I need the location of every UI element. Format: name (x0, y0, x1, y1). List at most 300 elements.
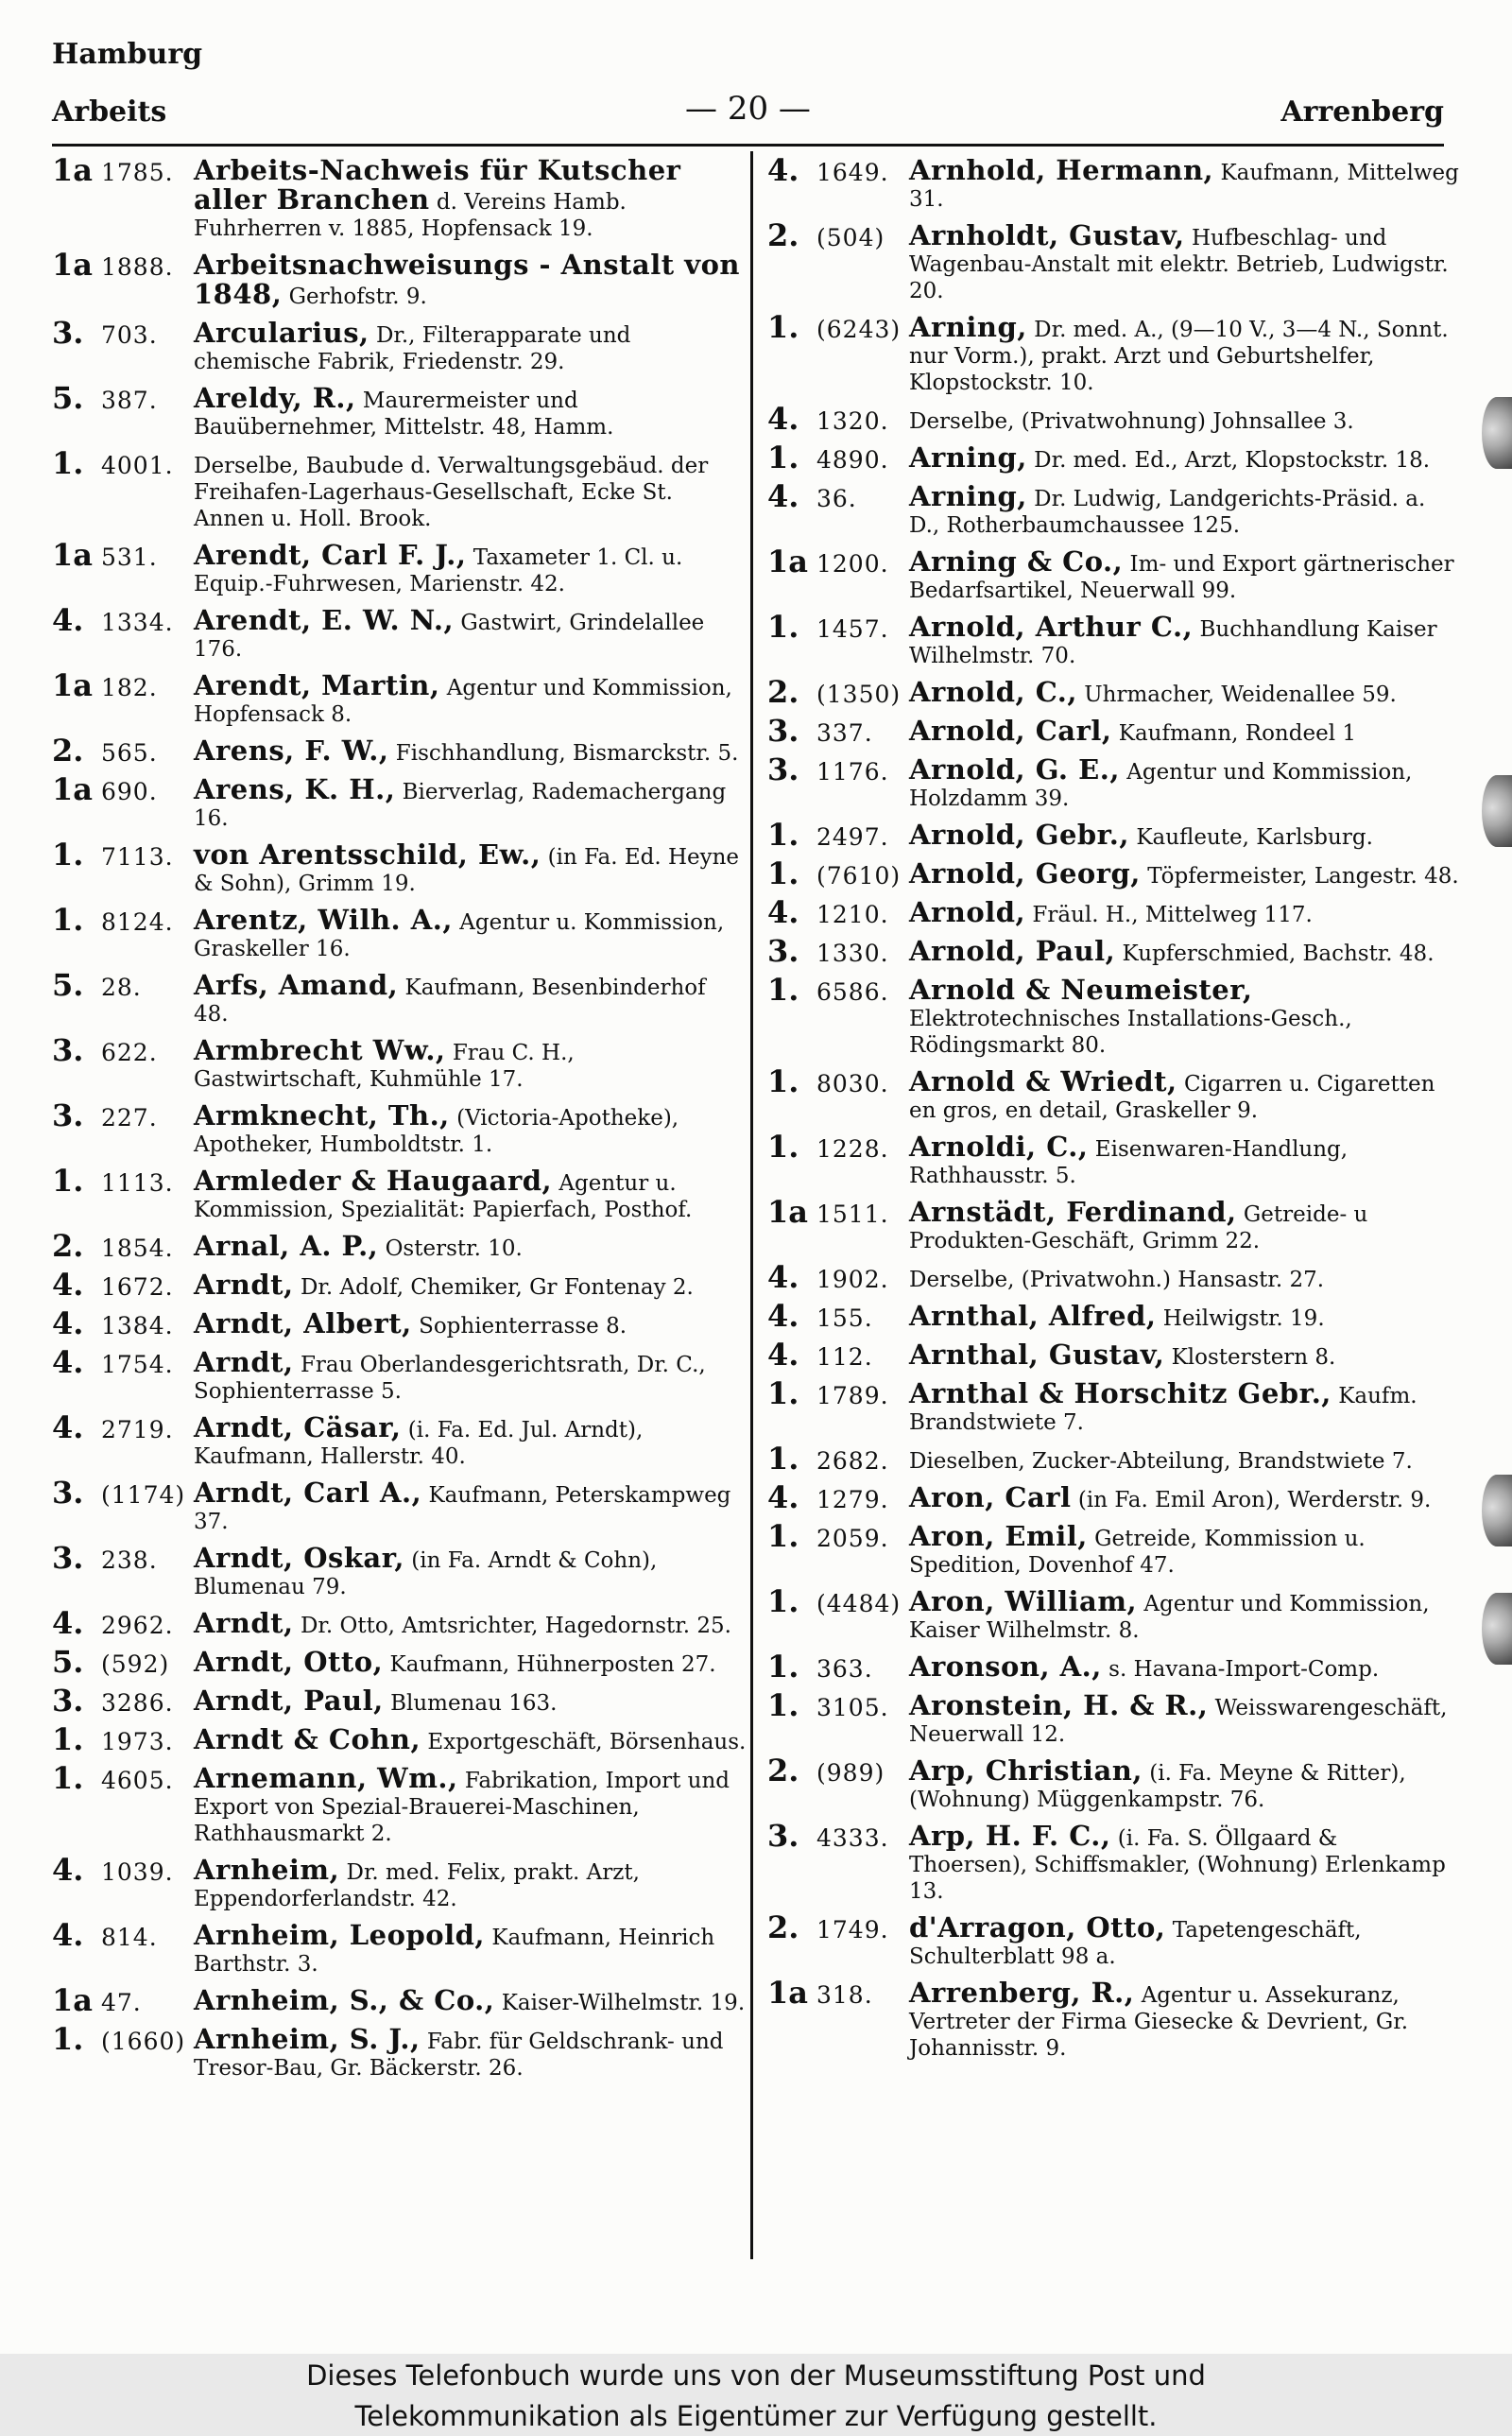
entry-details: Fabr. für Geldschrank- und Tresor-Bau, Gr. Bäckerstr. 26. (194, 2030, 724, 2081)
exchange-zone: 2. (767, 217, 799, 253)
phone-number: 3105. (816, 1694, 889, 1721)
directory-entry (767, 855, 1460, 891)
directory-entry (767, 609, 1460, 669)
entry-details: Tapetengeschäft, Schulterblatt 98 a. (909, 1918, 1362, 1969)
entry-name: Arndt, Albert, (194, 1307, 412, 1339)
entry-details: Kaiser-Wilhelmstr. 19. (501, 1991, 746, 2015)
entry-details: Dr. Adolf, Chemiker, Gr Fontenay 2. (300, 1275, 694, 1300)
exchange-zone: 5. (52, 967, 84, 1003)
entry-phone (767, 1298, 909, 1334)
exchange-zone: 3. (52, 1540, 84, 1576)
entry-phone (767, 152, 909, 188)
directory-entry (52, 152, 747, 242)
entry-phone (767, 933, 909, 969)
phone-number: 1749. (816, 1916, 889, 1944)
entry-details: Agentur und Kommission, Kaiser Wilhelmstr. 8. (909, 1592, 1430, 1643)
entry-details: Blumenau 163. (390, 1691, 558, 1716)
entry-details: Kaufmann, Heinrich Barthstr. 3. (194, 1926, 715, 1977)
entry-details: Kaufmann, Mittelweg 31. (909, 161, 1459, 212)
entry-name: Arentz, Wilh. A., (194, 904, 453, 936)
directory-entry (52, 1721, 747, 1757)
footer-line-2: Telekommunikation als Eigentümer zur Verfügung gestellt. (354, 2400, 1158, 2432)
directory-entry (767, 1298, 1460, 1334)
entry-phone (767, 1583, 909, 1619)
phone-number: 1279. (816, 1486, 889, 1513)
exchange-zone: 1a (52, 771, 93, 807)
entry-details: Dr. med. Ed., Arzt, Klopstockstr. 18. (1034, 448, 1431, 473)
entry-details: Kaufmann, Rondeel 1 (1118, 721, 1356, 746)
entry-name: Arndt, Carl A., (194, 1477, 422, 1509)
directory-entry (767, 1975, 1460, 2062)
phone-number: 1334. (101, 609, 174, 636)
directory-entry (52, 667, 747, 728)
entry-details: (in Fa. Arndt & Cohn), Blumenau 79. (194, 1548, 658, 1599)
entry-phone (52, 967, 194, 1003)
phone-number: 363. (816, 1655, 873, 1683)
exchange-zone: 1. (767, 1687, 799, 1723)
entry-name: Arning, (909, 480, 1027, 512)
directory-entry (767, 1818, 1460, 1905)
exchange-zone: 3. (767, 713, 799, 749)
entry-phone (52, 1163, 194, 1199)
phone-number: 1210. (816, 901, 889, 928)
exchange-zone: 1. (52, 1721, 84, 1757)
entry-phone (767, 1375, 909, 1411)
directory-entry (52, 1683, 747, 1719)
directory-entry (52, 1344, 747, 1405)
entry-phone (52, 1683, 194, 1719)
entry-phone (52, 667, 194, 703)
binding-ring-icon (1482, 397, 1512, 469)
entry-name: Arndt, (194, 1346, 294, 1378)
directory-entry (767, 401, 1460, 437)
directory-entry (767, 1375, 1460, 1436)
entry-details: Heilwigstr. 19. (1162, 1306, 1325, 1331)
phone-number: (504) (816, 224, 885, 251)
exchange-zone: 1a (767, 1194, 808, 1230)
phone-number: 155. (816, 1304, 873, 1332)
phone-number: 1789. (816, 1382, 889, 1409)
entry-details: Osterstr. 10. (385, 1236, 523, 1261)
entry-name: Arndt, (194, 1269, 294, 1301)
phone-number: 1039. (101, 1858, 174, 1886)
exchange-zone: 3. (52, 1475, 84, 1511)
entry-phone (767, 609, 909, 645)
phone-number: 1511. (816, 1201, 889, 1228)
exchange-zone: 1. (767, 1583, 799, 1619)
phone-number: 6586. (816, 978, 889, 1006)
entry-phone (52, 315, 194, 351)
entry-name: Arnold, Arthur C., (909, 611, 1194, 643)
phone-number: (1660) (101, 2028, 186, 2055)
exchange-zone: 1. (767, 1375, 799, 1411)
exchange-zone: 1a (52, 152, 93, 188)
phone-number: 4605. (101, 1767, 174, 1794)
directory-entry (52, 733, 747, 769)
entry-details: Buchhandlung Kaiser Wilhelmstr. 70. (909, 617, 1437, 668)
directory-entry (52, 1605, 747, 1641)
phone-number: 387. (101, 387, 158, 414)
entry-phone (767, 1337, 909, 1373)
exchange-zone: 1. (767, 1518, 799, 1554)
entry-details: Im- und Export gärtnerischer Bedarfsartikel, Neuerwall 99. (909, 552, 1454, 603)
entry-details: Elektrotechnisches Installations-Gesch., Rödingsmarkt 80. (909, 1007, 1352, 1058)
entry-name: Armbrecht Ww., (194, 1034, 446, 1066)
phone-number: 2497. (816, 823, 889, 851)
entry-name: Arnold, Gebr., (909, 819, 1129, 851)
entry-name: Arning, (909, 311, 1027, 343)
directory-entry (52, 1409, 747, 1470)
exchange-zone: 3. (52, 1097, 84, 1133)
entry-details: Kupferschmied, Bachstr. 48. (1122, 942, 1435, 966)
entry-phone (52, 837, 194, 872)
entry-details: Gastwirt, Grindelallee 176. (194, 611, 705, 662)
binding-ring-icon (1482, 1475, 1512, 1546)
entry-details: Kaufm. Brandstwiete 7. (909, 1384, 1418, 1435)
entry-name: von Arentsschild, Ew., (194, 838, 541, 871)
entry-name: Arnold, Georg, (909, 857, 1141, 890)
directory-entry (52, 837, 747, 897)
phone-number: 337. (816, 719, 873, 747)
entry-phone (767, 1687, 909, 1723)
directory-entry (767, 152, 1460, 213)
entry-name: Arnthal & Horschitz Gebr., (909, 1377, 1332, 1409)
entry-name: Arfs, Amand, (194, 969, 399, 1001)
entry-phone (52, 1409, 194, 1445)
entry-details: Kaufmann, Besenbinderhof 48. (194, 976, 706, 1027)
entry-details: Maurermeister und Bauübernehmer, Mittelstr. 48, Hamm. (194, 389, 614, 440)
directory-entry (52, 2021, 747, 2082)
exchange-zone: 4. (767, 1298, 799, 1334)
directory-entry (767, 309, 1460, 396)
exchange-zone: 1. (52, 1163, 84, 1199)
entry-name: Arnold, Carl, (909, 715, 1112, 747)
phone-number: 1649. (816, 159, 889, 186)
directory-entry (52, 1228, 747, 1264)
header-rule (52, 144, 1444, 147)
phone-number: (4484) (816, 1590, 902, 1617)
entry-phone (52, 1540, 194, 1576)
exchange-zone: 2. (767, 1753, 799, 1788)
directory-entry (767, 1129, 1460, 1189)
entry-name: Arndt, Oskar, (194, 1542, 404, 1574)
entry-name: Arbeits-Nachweis für Kutscher aller Branchen (194, 154, 681, 216)
entry-name: Arnholdt, Gustav, (909, 219, 1185, 251)
entry-phone (52, 1982, 194, 2018)
exchange-zone: 1. (52, 445, 84, 481)
entry-phone (767, 713, 909, 749)
entry-details: Agentur und Kommission, Holzdamm 39. (909, 760, 1413, 811)
entry-phone (767, 1753, 909, 1788)
entry-details: Fabrikation, Import und Export von Spezial-Brauerei-Maschinen, Rathhausmarkt 2. (194, 1769, 730, 1846)
exchange-zone: 2. (767, 1909, 799, 1945)
directory-entry (767, 674, 1460, 710)
entry-details: (i. Fa. S. Öllgaard & Thoersen), Schiffsmakler, (Wohnung) Erlenkamp 13. (909, 1826, 1446, 1904)
entry-phone (52, 1267, 194, 1303)
entry-phone (767, 1063, 909, 1099)
entry-phone (767, 544, 909, 579)
entry-phone (767, 972, 909, 1008)
phone-number: 7113. (101, 843, 174, 871)
entry-phone (52, 445, 194, 481)
entry-phone (767, 674, 909, 710)
directory-entry (767, 1194, 1460, 1254)
entry-name: Arrenberg, R., (909, 1977, 1135, 2009)
directory-entry (52, 967, 747, 1028)
phone-number: 1320. (816, 407, 889, 435)
exchange-zone: 1. (767, 1649, 799, 1684)
entry-details: Dr. Ludwig, Landgerichts-Präsid. a. D., Rotherbaumchaussee 125. (909, 487, 1426, 538)
exchange-zone: 4. (52, 1344, 84, 1380)
entry-details: Klosterstern 8. (1171, 1345, 1336, 1370)
exchange-zone: 4. (52, 1852, 84, 1888)
header-city: Hamburg (52, 38, 203, 71)
phone-number: 1902. (816, 1266, 889, 1293)
entry-phone (767, 1649, 909, 1684)
entry-phone (767, 1909, 909, 1945)
header-row (52, 90, 1444, 137)
directory-entry (767, 1337, 1460, 1373)
exchange-zone: 1. (52, 837, 84, 872)
right-column (767, 152, 1460, 2062)
directory-entry (52, 315, 747, 375)
phone-number: (989) (816, 1759, 885, 1787)
phone-number: (1350) (816, 681, 902, 708)
directory-entry (52, 380, 747, 441)
entry-details: Agentur u. Kommission, Spezialität: Papierfach, Posthof. (194, 1171, 693, 1222)
phone-number: 1854. (101, 1235, 174, 1262)
exchange-zone: 1. (52, 1760, 84, 1796)
entry-name: Arnstädt, Ferdinand, (909, 1196, 1237, 1228)
entry-name: Arndt, (194, 1607, 294, 1639)
entry-details: Agentur und Kommission, Hopfensack 8. (194, 676, 732, 727)
exchange-zone: 3. (52, 315, 84, 351)
entry-phone (52, 602, 194, 638)
phone-number: 238. (101, 1546, 158, 1574)
entry-name: Aron, Emil, (909, 1520, 1088, 1552)
exchange-zone: 4. (52, 1305, 84, 1341)
phone-number: 565. (101, 739, 158, 767)
exchange-zone: 1. (52, 902, 84, 938)
entry-phone (767, 1975, 909, 2011)
exchange-zone: 1. (767, 817, 799, 853)
entry-name: Aron, William, (909, 1585, 1138, 1617)
entry-name: Arens, K. H., (194, 773, 396, 805)
phone-number: 8124. (101, 908, 174, 936)
directory-entry (767, 752, 1460, 812)
entry-name: Arnheim, S., & Co., (194, 1984, 495, 2016)
entry-name: Aron, Carl (909, 1481, 1072, 1513)
entry-phone (767, 894, 909, 930)
phone-number: 622. (101, 1039, 158, 1066)
entry-details: Eisenwaren-Handlung, Rathhausstr. 5. (909, 1137, 1349, 1188)
entry-name: Arnold, (909, 896, 1026, 928)
entry-details: (Victoria-Apotheke), Apotheker, Humboldtstr. 1. (194, 1106, 679, 1157)
phone-number: 318. (816, 1981, 873, 2009)
entry-phone (767, 1518, 909, 1554)
phone-number: 4890. (816, 446, 889, 474)
phone-number: 4001. (101, 452, 174, 479)
entry-name: Armknecht, Th., (194, 1099, 450, 1132)
entry-phone (767, 817, 909, 853)
exchange-zone: 1a (767, 544, 808, 579)
phone-number: 2682. (816, 1447, 889, 1475)
entry-details: Uhrmacher, Weidenallee 59. (1084, 682, 1397, 707)
entry-details: Getreide- u Produkten-Geschäft, Grimm 22. (909, 1202, 1368, 1253)
entry-name: Arning & Co., (909, 545, 1124, 578)
entry-name: Arp, H. F. C., (909, 1820, 1111, 1852)
directory-entry (767, 894, 1460, 930)
phone-number: 703. (101, 321, 158, 349)
directory-entry (767, 1259, 1460, 1295)
exchange-zone: 1a (52, 1982, 93, 2018)
phone-number: 112. (816, 1343, 873, 1371)
phone-number: 2059. (816, 1525, 889, 1552)
entry-details: (in Fa. Emil Aron), Werderstr. 9. (1077, 1488, 1432, 1512)
entry-name: Arnal, A. P., (194, 1230, 379, 1262)
phone-number: 690. (101, 778, 158, 805)
phone-number: 1672. (101, 1273, 174, 1301)
phone-number: 47. (101, 1989, 142, 2016)
directory-entry (767, 1441, 1460, 1477)
entry-phone (767, 1441, 909, 1477)
entry-details: Fischhandlung, Bismarckstr. 5. (395, 741, 739, 766)
entry-phone (52, 1475, 194, 1511)
entry-name: Aronson, A., (909, 1650, 1102, 1683)
entry-phone (767, 217, 909, 253)
entry-name: Arnemann, Wm., (194, 1762, 458, 1794)
entry-name: d'Arragon, Otto, (909, 1911, 1166, 1944)
entry-phone (767, 1259, 909, 1295)
entry-phone (52, 1097, 194, 1133)
exchange-zone: 2. (52, 733, 84, 769)
entry-details: Dr. Otto, Amtsrichter, Hagedornstr. 25. (300, 1614, 731, 1638)
exchange-zone: 4. (52, 602, 84, 638)
directory-entry (52, 247, 747, 310)
exchange-zone: 4. (767, 152, 799, 188)
entry-details: Dieselben, Zucker-Abteilung, Brandstwiete 7. (909, 1449, 1413, 1474)
entry-details: Frau C. H., Gastwirtschaft, Kuhmühle 17. (194, 1041, 575, 1092)
exchange-zone: 1. (767, 309, 799, 345)
entry-details: Agentur u. Kommission, Graskeller 16. (194, 910, 725, 961)
exchange-zone: 1a (52, 247, 93, 283)
directory-entry (52, 602, 747, 663)
entry-phone (52, 152, 194, 188)
directory-entry (52, 1982, 747, 2018)
directory-entry (767, 217, 1460, 304)
entry-details: Gerhofstr. 9. (288, 285, 427, 309)
directory-entry (52, 1163, 747, 1223)
binding-ring-icon (1482, 775, 1512, 847)
entry-name: Arcularius, (194, 317, 369, 349)
entry-details: Kaufmann, Peterskampweg 37. (194, 1483, 731, 1534)
entry-details: Cigarren u. Cigaretten en gros, en detail, Graskeller 9. (909, 1072, 1435, 1123)
entry-name: Arbeitsnachweisungs - Anstalt von 1848, (194, 249, 741, 310)
entry-phone (52, 247, 194, 283)
exchange-zone: 4. (767, 894, 799, 930)
phone-number: (1174) (101, 1481, 186, 1509)
directory-entry (52, 1852, 747, 1912)
phone-number: 814. (101, 1924, 158, 1951)
entry-name: Areldy, R., (194, 382, 356, 414)
header-right-keyword: Arrenberg (1280, 95, 1444, 129)
entry-name: Arndt & Cohn, (194, 1723, 421, 1755)
phone-number: 531. (101, 544, 158, 571)
entry-phone (52, 2021, 194, 2057)
entry-phone (767, 440, 909, 475)
exchange-zone: 1. (767, 1129, 799, 1165)
directory-entry (767, 1753, 1460, 1813)
phone-number: 1457. (816, 615, 889, 643)
entry-details: s. Havana-Import-Comp. (1108, 1657, 1380, 1682)
entry-name: Arnold & Wriedt, (909, 1065, 1177, 1097)
entry-phone (767, 855, 909, 891)
phone-number: (6243) (816, 316, 902, 343)
entry-phone (767, 401, 909, 437)
phone-number: 1973. (101, 1728, 174, 1755)
directory-entry (52, 1760, 747, 1847)
entry-phone (52, 1032, 194, 1068)
exchange-zone: 4. (52, 1917, 84, 1953)
entry-details: Weisswarengeschäft, Neuerwall 12. (909, 1696, 1448, 1747)
exchange-zone: 3. (52, 1683, 84, 1719)
exchange-zone: 1a (767, 1975, 808, 2011)
entry-name: Arnheim, (194, 1854, 340, 1886)
phone-number: 36. (816, 485, 857, 512)
exchange-zone: 1. (767, 1441, 799, 1477)
entry-details: Exportgeschäft, Börsenhaus. (427, 1730, 747, 1754)
entry-phone (52, 537, 194, 573)
entry-details: (i. Fa. Meyne & Ritter), (Wohnung) Müggenkampstr. 76. (909, 1761, 1406, 1812)
exchange-zone: 1. (767, 440, 799, 475)
directory-entry (52, 1097, 747, 1158)
phone-number: 1754. (101, 1351, 174, 1378)
directory-entry (52, 771, 747, 832)
phone-number: 2962. (101, 1612, 174, 1639)
phone-number: 1176. (816, 758, 889, 786)
exchange-zone: 4. (52, 1605, 84, 1641)
directory-entry (767, 440, 1460, 475)
exchange-zone: 5. (52, 380, 84, 416)
entry-details: Frau Oberlandesgerichtsrath, Dr. C., Sophienterrasse 5. (194, 1353, 706, 1404)
entry-name: Arndt, Otto, (194, 1646, 384, 1678)
entry-phone (767, 478, 909, 514)
entry-name: Arnthal, Alfred, (909, 1300, 1157, 1332)
exchange-zone: 1. (767, 1063, 799, 1099)
entry-details: Kaufmann, Hühnerposten 27. (389, 1652, 716, 1677)
exchange-zone: 4. (767, 478, 799, 514)
entry-phone (52, 1917, 194, 1953)
exchange-zone: 1a (52, 667, 93, 703)
phone-number: 227. (101, 1104, 158, 1132)
entry-name: Aronstein, H. & R., (909, 1689, 1209, 1721)
phone-number: 1200. (816, 550, 889, 578)
exchange-zone: 3. (767, 752, 799, 787)
page-number: — 20 — (685, 90, 811, 128)
phone-number: 1785. (101, 159, 174, 186)
entry-name: Arnold & Neumeister, (909, 974, 1253, 1006)
phone-number: 8030. (816, 1070, 889, 1097)
entry-name: Armleder & Haugaard, (194, 1165, 553, 1197)
phone-number: 1330. (816, 940, 889, 967)
entry-name: Arnheim, Leopold, (194, 1919, 485, 1951)
entry-details: Derselbe, Baubude d. Verwaltungsgebäud. der Freihafen-Lagerhaus-Gesellschaft, Ecke St. Annen u. Holl. Brook. (194, 454, 709, 531)
phone-number: 182. (101, 674, 158, 701)
entry-details: Töpfermeister, Langestr. 48. (1147, 864, 1459, 889)
directory-entry (767, 1649, 1460, 1684)
entry-phone (52, 771, 194, 807)
entry-details: Derselbe, (Privatwohnung) Johnsallee 3. (909, 409, 1354, 434)
